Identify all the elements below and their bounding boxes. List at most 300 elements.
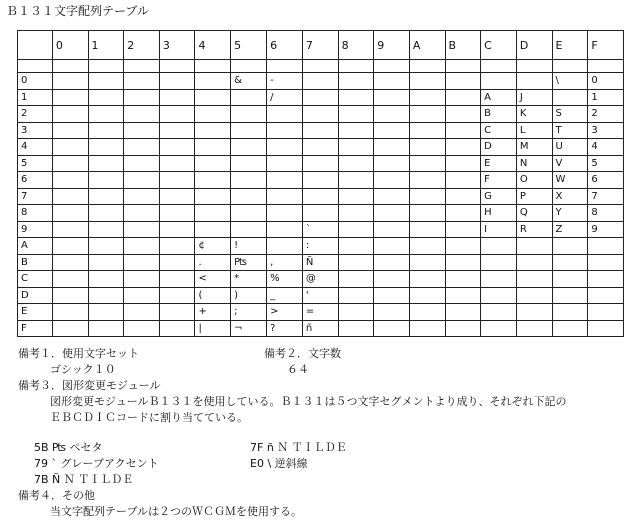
char-cell [231,122,267,139]
column-header: C [481,31,517,60]
char-cell [374,254,410,271]
char-cell [374,172,410,189]
char-cell [445,172,481,189]
char-cell [481,254,517,271]
char-cell [338,73,374,90]
char-cell [409,238,445,255]
char-cell [552,271,588,288]
char-cell [195,122,231,139]
char-cell: K [516,106,552,123]
char-cell: Ñ [302,254,338,271]
char-cell [88,73,124,90]
char-cell: ? [267,320,303,337]
char-cell [481,73,517,90]
char-cell [374,73,410,90]
char-cell [338,188,374,205]
char-cell [588,254,624,271]
char-cell [52,172,88,189]
char-cell: ( [195,287,231,304]
char-cell: ₧ [231,254,267,271]
char-cell [52,320,88,337]
char-cell [374,287,410,304]
char-cell: N [516,155,552,172]
row-header: 4 [18,139,53,156]
char-cell: ! [231,238,267,255]
char-cell [445,254,481,271]
segment-7f: 7F ñ Ｎ ＴＩＬＤＥ [250,441,347,454]
char-cell: G [481,188,517,205]
char-cell: \ [552,73,588,90]
note3-line2: ＥＢＣＤＩＣコードに割り当てている。 [50,411,248,424]
char-cell: Z [552,221,588,238]
char-cell: Y [552,205,588,222]
char-cell: I [481,221,517,238]
char-cell [159,238,195,255]
char-cell: V [552,155,588,172]
char-cell [52,106,88,123]
char-cell [409,304,445,321]
char-cell: < [195,271,231,288]
char-cell [338,155,374,172]
char-cell [88,188,124,205]
spacer-cell [88,60,124,73]
spacer-cell [302,60,338,73]
row-header: 1 [18,89,53,106]
char-cell [588,238,624,255]
note4-label: 備考４．その他 [18,489,95,502]
char-cell [374,320,410,337]
char-cell [231,89,267,106]
row-header: B [18,254,53,271]
char-cell: ; [231,304,267,321]
char-cell [195,205,231,222]
char-cell [124,139,160,156]
char-cell: _ [267,287,303,304]
char-cell [445,271,481,288]
note3-label: 備考３．図形変更モジュール [18,379,161,392]
char-cell [267,122,303,139]
char-cell [88,106,124,123]
char-cell [445,188,481,205]
char-cell: Q [516,205,552,222]
char-cell: ¬ [231,320,267,337]
char-cell [409,205,445,222]
char-cell [588,304,624,321]
char-cell: 5 [588,155,624,172]
char-cell [52,304,88,321]
char-cell [52,287,88,304]
row-header: 7 [18,188,53,205]
char-cell [231,172,267,189]
char-cell [374,304,410,321]
char-cell [52,205,88,222]
corner-cell [18,31,53,60]
column-header: 0 [52,31,88,60]
char-cell [302,188,338,205]
char-cell [267,139,303,156]
char-cell [588,287,624,304]
char-cell [124,172,160,189]
char-cell [409,139,445,156]
char-cell [445,106,481,123]
table-row [18,205,624,222]
char-cell: 6 [588,172,624,189]
char-cell: | [195,320,231,337]
char-cell [552,254,588,271]
char-cell: R [516,221,552,238]
char-cell [409,320,445,337]
char-cell [88,122,124,139]
note1-label: 備考１．使用文字セット [18,347,139,360]
char-cell [195,172,231,189]
char-cell: 2 [588,106,624,123]
char-cell [88,155,124,172]
table-row [18,89,624,106]
char-cell [338,254,374,271]
char-cell [195,221,231,238]
segment-5b: 5B ₧ ペセタ [34,441,103,454]
column-header: 8 [338,31,374,60]
char-cell: ñ [302,320,338,337]
char-cell [552,89,588,106]
char-cell: X [552,188,588,205]
char-cell [231,221,267,238]
char-cell [374,139,410,156]
column-header: 3 [159,31,195,60]
char-cell [481,238,517,255]
char-cell [302,172,338,189]
char-cell [231,155,267,172]
char-cell: * [231,271,267,288]
char-cell: . [195,254,231,271]
char-cell [516,287,552,304]
char-cell: / [267,89,303,106]
char-cell [409,221,445,238]
char-cell [552,287,588,304]
char-cell [124,221,160,238]
row-header: C [18,271,53,288]
char-cell: @ [302,271,338,288]
char-cell [159,320,195,337]
char-cell [338,304,374,321]
char-cell [124,238,160,255]
spacer-cell [409,60,445,73]
char-cell [338,238,374,255]
char-cell [124,73,160,90]
char-cell [338,205,374,222]
char-cell [374,106,410,123]
char-cell [124,304,160,321]
char-cell [374,89,410,106]
spacer-cell [159,60,195,73]
char-cell [409,287,445,304]
char-cell [88,139,124,156]
table-row [18,221,624,238]
char-cell [338,172,374,189]
char-cell [124,122,160,139]
char-cell: U [552,139,588,156]
row-header: 6 [18,172,53,189]
note2-value: ６４ [287,363,309,376]
char-cell [231,106,267,123]
table-row [18,122,624,139]
char-cell [124,205,160,222]
char-cell [445,155,481,172]
char-cell [409,73,445,90]
char-cell [409,254,445,271]
column-header: B [445,31,481,60]
char-cell: ) [231,287,267,304]
char-cell [159,205,195,222]
char-cell [159,106,195,123]
char-cell [124,254,160,271]
char-cell [231,205,267,222]
char-cell: % [267,271,303,288]
char-cell [588,320,624,337]
table-row [18,320,624,337]
table-row [18,287,624,304]
table-row [18,139,624,156]
char-cell [267,205,303,222]
char-cell [231,188,267,205]
char-cell [588,271,624,288]
page-title: Ｂ１３１文字配列テーブル [6,4,149,18]
char-cell [409,155,445,172]
char-cell [338,287,374,304]
char-cell: 8 [588,205,624,222]
spacer-cell [374,60,410,73]
note3-line1: 図形変更モジュールＢ１３１を使用している。Ｂ１３１は５つ文字セグメントより成り、それぞれ下記の [50,395,567,408]
char-cell [159,287,195,304]
char-cell [267,238,303,255]
char-cell [516,73,552,90]
char-cell [159,139,195,156]
char-cell [409,122,445,139]
char-cell [52,155,88,172]
char-cell [52,221,88,238]
char-cell [159,221,195,238]
char-cell [445,287,481,304]
char-cell [374,238,410,255]
segment-7b: 7B Ñ Ｎ ＴＩＬＤＥ [34,473,134,486]
char-cell: + [195,304,231,321]
char-cell [445,139,481,156]
char-cell: T [552,122,588,139]
table-row [18,254,624,271]
row-header: 5 [18,155,53,172]
char-cell [88,238,124,255]
char-cell [267,172,303,189]
char-cell [409,172,445,189]
char-cell: D [481,139,517,156]
char-cell [409,271,445,288]
char-cell [52,254,88,271]
char-cell: W [552,172,588,189]
char-cell [88,205,124,222]
column-header: F [588,31,624,60]
table-row [18,238,624,255]
note4-value: 当文字配列テーブルは２つのＷＣＧＭを使用する。 [50,505,303,518]
spacer-cell [231,60,267,73]
row-header: 9 [18,221,53,238]
char-cell: O [516,172,552,189]
row-header: D [18,287,53,304]
char-cell [302,73,338,90]
table-row [18,73,624,90]
char-cell [124,320,160,337]
header-spacer-row [18,60,624,73]
char-cell [374,188,410,205]
table-row [18,188,624,205]
note1-value: ゴシック１０ [50,363,116,376]
spacer-cell [195,60,231,73]
char-cell: M [516,139,552,156]
char-cell [52,238,88,255]
char-cell [267,188,303,205]
char-cell [302,155,338,172]
char-cell [159,172,195,189]
spacer-cell [481,60,517,73]
char-cell [124,106,160,123]
char-cell [338,106,374,123]
char-cell: 7 [588,188,624,205]
char-cell [338,139,374,156]
char-cell [516,238,552,255]
char-cell: 9 [588,221,624,238]
char-cell: P [516,188,552,205]
char-cell: ' [302,287,338,304]
char-cell [445,238,481,255]
row-header: E [18,304,53,321]
char-cell: H [481,205,517,222]
char-cell: ` [302,221,338,238]
spacer-cell [124,60,160,73]
spacer-cell [445,60,481,73]
column-header: 1 [88,31,124,60]
column-header: 7 [302,31,338,60]
char-cell [516,304,552,321]
char-cell [302,139,338,156]
char-cell: 0 [588,73,624,90]
char-cell [124,188,160,205]
char-cell [195,89,231,106]
char-cell [195,188,231,205]
char-cell [52,89,88,106]
row-header: A [18,238,53,255]
char-cell [195,73,231,90]
char-cell: E [481,155,517,172]
char-cell: J [516,89,552,106]
char-cell [409,89,445,106]
row-header: 8 [18,205,53,222]
char-cell [445,304,481,321]
row-header: 2 [18,106,53,123]
column-header: A [409,31,445,60]
spacer-cell [552,60,588,73]
char-cell: & [231,73,267,90]
char-cell [552,238,588,255]
table-row [18,304,624,321]
char-cell [409,188,445,205]
char-cell [481,304,517,321]
char-cell [88,221,124,238]
char-cell [159,122,195,139]
char-cell [481,320,517,337]
char-cell [409,106,445,123]
char-cell: L [516,122,552,139]
char-cell [338,271,374,288]
column-header: E [552,31,588,60]
char-cell [124,155,160,172]
char-cell: A [481,89,517,106]
column-header: 6 [267,31,303,60]
char-cell: S [552,106,588,123]
char-cell [481,287,517,304]
char-cell [302,122,338,139]
char-cell [52,271,88,288]
char-cell [338,122,374,139]
char-cell: F [481,172,517,189]
char-cell [445,320,481,337]
char-cell [445,122,481,139]
table-row [18,106,624,123]
char-cell [267,106,303,123]
char-cell [445,89,481,106]
char-cell [88,320,124,337]
char-cell [88,271,124,288]
char-cell [195,155,231,172]
char-cell [445,205,481,222]
char-cell [52,139,88,156]
char-cell [516,271,552,288]
segment-e0: E0 \ 逆斜線 [250,457,308,470]
char-cell [52,188,88,205]
char-cell [374,271,410,288]
char-cell [159,89,195,106]
char-cell [159,73,195,90]
char-cell: C [481,122,517,139]
char-cell: : [302,238,338,255]
char-cell [88,254,124,271]
char-cell: ¢ [195,238,231,255]
spacer-cell [52,60,88,73]
char-cell [374,205,410,222]
char-cell [445,73,481,90]
char-cell [124,89,160,106]
char-cell [374,155,410,172]
char-cell [338,320,374,337]
char-cell: 4 [588,139,624,156]
char-cell: B [481,106,517,123]
char-cell [159,254,195,271]
row-header: 0 [18,73,53,90]
char-cell [52,122,88,139]
char-cell [267,155,303,172]
char-cell [267,221,303,238]
segment-79: 79 ` グレーブアクセント [34,457,159,470]
char-cell [159,155,195,172]
char-cell [159,188,195,205]
column-header: 4 [195,31,231,60]
spacer-cell [18,60,53,73]
char-cell [552,304,588,321]
char-cell [516,320,552,337]
char-cell: = [302,304,338,321]
char-cell: - [267,73,303,90]
char-cell [88,172,124,189]
char-cell [302,106,338,123]
char-cell [124,271,160,288]
